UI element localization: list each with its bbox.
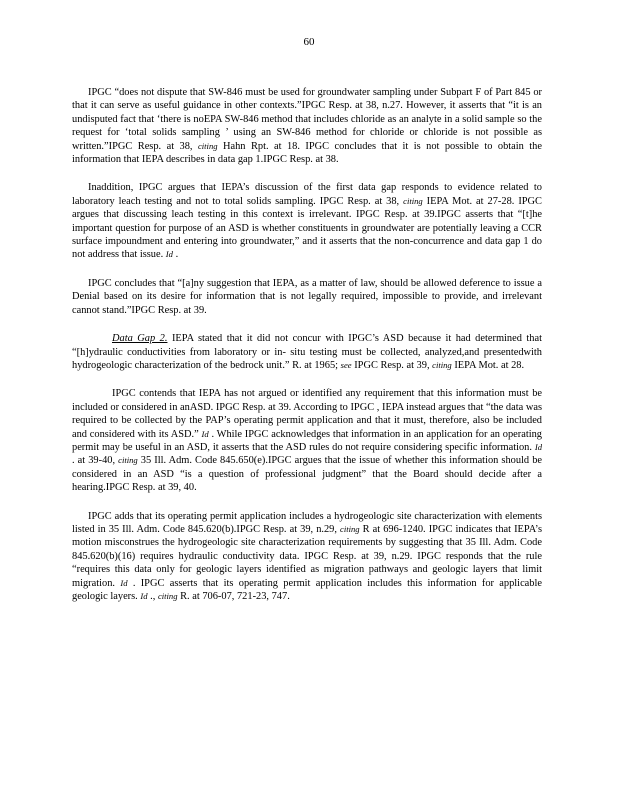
paragraph <box>72 510 542 604</box>
text-run: IEPA stated that it did not concur with IPGC’s ASD because it had determined that “[h]ydraulic conductivities from laboratory or in- situ testing must be collected, analyzed,and presentedwith hydrogeologic characterization of the bedrock unit.” R. at 1965; <box>72 333 542 371</box>
text-run: R at 696-1240. IPGC indicates that IEPA’s motion misconstrues the hydrogeologic site characterization requirements by suggesting that 35 Ill. Adm. Code 845.620(b)(16) requires hydraulic conductivity data. IPGC Resp. at 39, n.29. IPGC responds that the rule “requires this data only for geologic layers identified as migration pathways and geologic layers that limit migration. <box>72 523 542 589</box>
document-body <box>72 86 542 618</box>
text-run: . While IPGC acknowledges that information in an application for an operating permit may be useful in an ASD, it asserts that the ASD rules do not require considering specific information. <box>72 428 542 453</box>
citation-signal: Id <box>165 249 173 260</box>
citation-signal: Id <box>120 577 128 588</box>
text-run: IPGC contends that IEPA has not argued or identified any requirement that this information must be included or considered in anASD. IPGC Resp. at 39. According to IPGC , IEPA instead argues that “the data was required to be collected by the PAP’s operating permit application and that it must, therefore, also be included and considered with its ASD.” <box>72 388 542 440</box>
text-run: . IPGC asserts that its operating permit application includes this information for applicable geologic layers. <box>72 577 542 602</box>
citation-signal: see <box>340 359 352 370</box>
paragraph <box>72 86 542 166</box>
text-run: IPGC “does not dispute that SW-846 must be used for groundwater sampling under Subpart F of Part 845 or that it can serve as useful guidance in other contexts.”IPGC Resp. at 38, n.27. However, it asserts that “it is an undisputed fact that ‘there is noEPA SW-846 method that includes chloride as an analyte in a solid sample so the request for ‘total solids sampling ’ using an SW-846 method for chloride or chloride is not possible as written.”IPGC Resp. at 38, <box>72 87 542 152</box>
citation-signal: citing <box>432 359 452 370</box>
paragraph <box>72 387 542 494</box>
citation-signal: citing <box>197 140 218 151</box>
citation-signal: citing <box>118 455 138 466</box>
text-run: IEPA Mot. at 27-28. IPGC argues that discussing leach testing in this context is irrelevant. IPGC Resp. at 39.IPGC asserts that “[t]he important question for purpose of an ASD is whether constituents in groundwater are potentially leaving a CCR surface impoundment and entering into groundwater,” and it asserts that the non-concurrence and data gap 1 do not address that issue. <box>72 195 542 261</box>
text-run: IPGC Resp. at 39, <box>351 359 433 371</box>
text-run: R. at 706-07, 721-23, 747. <box>177 591 290 602</box>
paragraph <box>72 332 542 372</box>
page-number: 60 <box>303 36 315 48</box>
citation-signal: citing <box>340 523 360 534</box>
citation-signal: Id <box>201 428 209 439</box>
text-run: IPGC concludes that “[a]ny suggestion that IEPA, as a matter of law, should be allowed deference to issue a Denial based on its desire for information that is not legally required, impossible to provide, and irrelevant cannot stand.”IPGC Resp. at 39. <box>72 277 542 316</box>
text-run: 35 Ill. Adm. Code 845.650(e).IPGC argues that the issue of whether this information should be considered in an ASD “is a question of professional judgment” that the Board should decide after a hearing.IPGC Resp. at 39, 40. <box>72 455 542 494</box>
citation-signal: citing <box>403 195 423 206</box>
text-run: . at 39-40, <box>72 455 119 467</box>
paragraph <box>72 277 542 317</box>
text-run: ., <box>147 591 158 602</box>
citation-signal: citing <box>157 591 178 601</box>
text-run: IPGC adds that its operating permit application includes a hydrogeologic site characterization with elements listed in 35 Ill. Adm. Code 845.620(b).IPGC Resp. at 39, n.29, <box>72 510 542 535</box>
citation-signal: Id <box>140 591 148 601</box>
section-heading: Data Gap 2. <box>112 333 168 345</box>
paragraph <box>72 181 542 261</box>
text-run: Inaddition, IPGC argues that IEPA’s discussion of the first data gap responds to evidence related to laboratory leach testing and not to total solids sampling. IPGC Resp. at 38, <box>72 182 542 207</box>
text-run: . <box>172 249 179 261</box>
text-run: IEPA Mot. at 28. <box>451 359 525 371</box>
text-run: Hahn Rpt. at 18. IPGC concludes that it is not possible to obtain the information that IEPA describes in data gap 1.IPGC Resp. at 38. <box>72 140 542 166</box>
citation-signal: Id <box>534 441 542 452</box>
